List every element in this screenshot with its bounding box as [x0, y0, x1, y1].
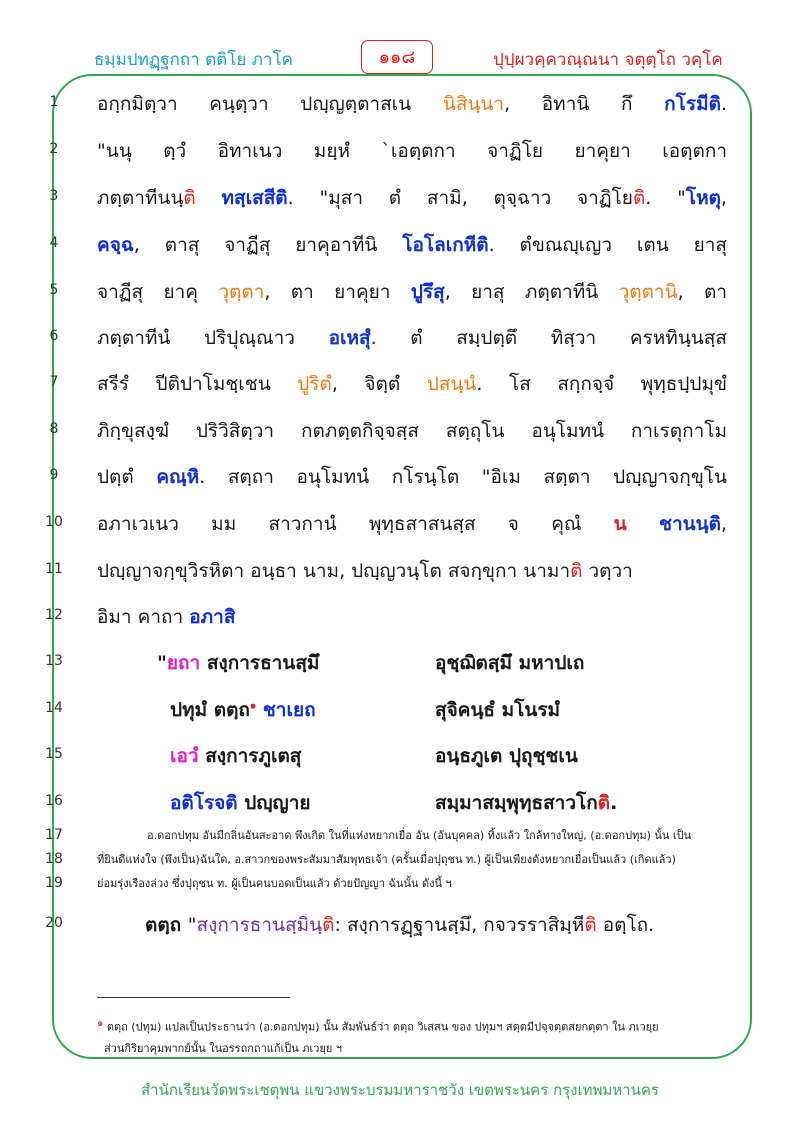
line-number: 2: [49, 141, 59, 157]
text-line: คจฺฉ, ตาสุ จาฏีสุ ยาคุอาทีนิ โอโลเกหีติ. ตํขณญฺเญว เตน ยาสุ: [97, 234, 728, 256]
footnote-mark: ๑: [249, 700, 257, 712]
line-number: 9: [49, 467, 59, 483]
text-line: ภตฺตาทีนนฺติ ทสฺเสสีติ. "มุสา ตํ สามิ, ตุจฺฉาว จาฏิโยติ. "โหตุ,: [97, 187, 727, 209]
translation-note: ที่ยินดีแห่งใจ (พึงเป็น)ฉันใด, อ.สาวกของพระสัมมาสัมพุทธเจ้า (ครั้นเมื่อปุถุชน ท.) ผู้เป็นเพียงดังหยากเยื่อเป็นแล้ว (เกิดแล้ว): [97, 853, 676, 866]
line-number: 3: [49, 188, 59, 204]
footnote: $^๑$ ตตฺถ (ปทุม) แปลเป็นประธานว่า (อ.ดอกปทุม) นั้น สัมพันธ์ว่า ตตฺถ วิเสสน ของ ปทุมฯ สตฺตมีปจฺจตฺตสยกตฺตา ใน ภเวยฺย: [97, 1018, 659, 1034]
line-number: 11: [45, 561, 63, 577]
line-number: 14: [45, 700, 63, 716]
verse-line-a: อติโรจติ ปญฺญาย: [170, 792, 311, 814]
line-number: 18: [45, 851, 63, 867]
page-number: ๑๑๘: [361, 40, 433, 74]
verse-line-b: อุชฺฌิตสฺมึ มหาปเถ: [435, 652, 585, 674]
text-line: สรีรํ ปีติปาโมชฺเชน ปูริตํ, จิตฺตํ ปสนฺนํ. โส สกฺกจฺจํ พุทฺธปฺปมุขํ: [97, 373, 728, 395]
text-line: ปตฺตํ คณฺหิ. สตฺถา อนุโมทนํ กโรนฺโต "อิเม สตฺตา ปญฺญาจกฺขุโน: [97, 466, 727, 488]
page-footer: สำนักเรียนวัดพระเชตุพน แขวงพระบรมมหาราชวัง เขตพระนคร กรุงเทพมหานคร: [141, 1081, 659, 1099]
header-left: ธมฺมปทฏฺฐกถา ตติโย ภาโค: [94, 50, 293, 70]
line-number: 19: [45, 875, 63, 891]
line-number: 15: [45, 746, 63, 762]
verse-line-b: สมฺมาสมฺพุทฺธสาวโกติ.: [435, 792, 618, 814]
text-line: อภาเวเนว มม สาวกานํ พุทฺธสาสนสฺส จ คุณํ น ชานนฺติ,: [97, 513, 727, 535]
translation-note: อ.ดอกปทุม อันมีกลิ่นอันสะอาด พึงเกิด ในที่แห่งหยากเยื่อ อัน (อันบุคคล) ทิ้งแล้ว ใกล้ทางใหญ่, (อ.ดอกปทุม) นั้น เป็น: [147, 829, 692, 842]
verse-line-b: สุจิคนฺธํ มโนรมํ: [435, 699, 561, 721]
text-line: ภิกฺขุสงฺฆํ ปริวิสิตฺวา กตภตฺตกิจฺจสฺส สตฺถุโน อนุโมทนํ กาเรตุกาโม: [97, 420, 727, 442]
line-number: 12: [45, 607, 63, 623]
footnote: ส่วนกิริยาคุมพากย์นั้น ในอรรถกถาแก้เป็น ภเวยฺย ฯ: [104, 1042, 343, 1055]
text-line: ตตฺถ "สงฺการธานสฺมินฺติ: สงฺการฏฺฐานสฺมึ, กจวรราสิมฺหีติ อตฺโถ.: [145, 914, 655, 936]
footnote-divider: [97, 997, 290, 998]
line-number: 20: [45, 915, 63, 931]
header-right: ปุปฺผวคฺควณฺณนา จตุตฺโถ วคฺโค: [493, 50, 723, 70]
translation-note: ย่อมรุ่งเรืองล่วง ซึ่งปุถุชน ท. ผู้เป็นคนบอดเป็นแล้ว ด้วยปัญญา ฉันนั้น ดังนี้ ฯ: [97, 877, 452, 890]
text-line: ปญฺญาจกฺขุวิรหิตา อนฺธา นาม, ปญฺญวนฺโต สจกฺขุกา นามาติ วตฺวา: [97, 560, 633, 582]
line-number: 1: [49, 94, 59, 110]
line-number: 10: [45, 514, 63, 530]
verse-line-a: เอวํ สงฺการภูเตสุ: [170, 745, 302, 767]
verse-line-a: "ยถา สงฺการธานสฺมึ: [157, 652, 320, 674]
line-number: 5: [49, 282, 59, 298]
text-line: อกฺกมิตฺวา คนฺตฺวา ปญฺญตฺตาสเน นิสินฺนา, อิทานิ กึ กโรมีติ.: [97, 93, 727, 115]
verse-line-b: อนฺธภูเต ปุถุชฺชเน: [435, 745, 578, 767]
line-number: 4: [49, 235, 59, 251]
text-line: ภตฺตาทีนํ ปริปุณฺณาว อเหสุํ. ตํ สมฺปตฺตึ ทิสฺวา ครหทินฺนสฺส: [97, 327, 727, 349]
verse-line-a: ปทุมํ ตตฺถ$^๑$ ชาเยถ: [170, 699, 316, 721]
text-line: จาฏีสุ ยาคุ วุตฺตา, ตา ยาคุยา ปูรึสุ, ยาสุ ภตฺตาทีนิ วุตฺตานิ, ตา: [97, 281, 727, 303]
text-line: อิมา คาถา อภาสิ: [97, 606, 236, 628]
line-number: 6: [49, 328, 59, 344]
line-number: 7: [49, 374, 59, 390]
line-number: 16: [45, 793, 63, 809]
text-line: "นนุ ตฺวํ อิทาเนว มยฺหํ `เอตฺตกา จาฏิโย ยาคุยา เอตฺตกา: [97, 140, 727, 162]
line-number: 17: [45, 827, 63, 843]
line-number: 8: [49, 421, 59, 437]
footnote-mark: ๑: [97, 1018, 104, 1029]
line-number: 13: [45, 653, 63, 669]
